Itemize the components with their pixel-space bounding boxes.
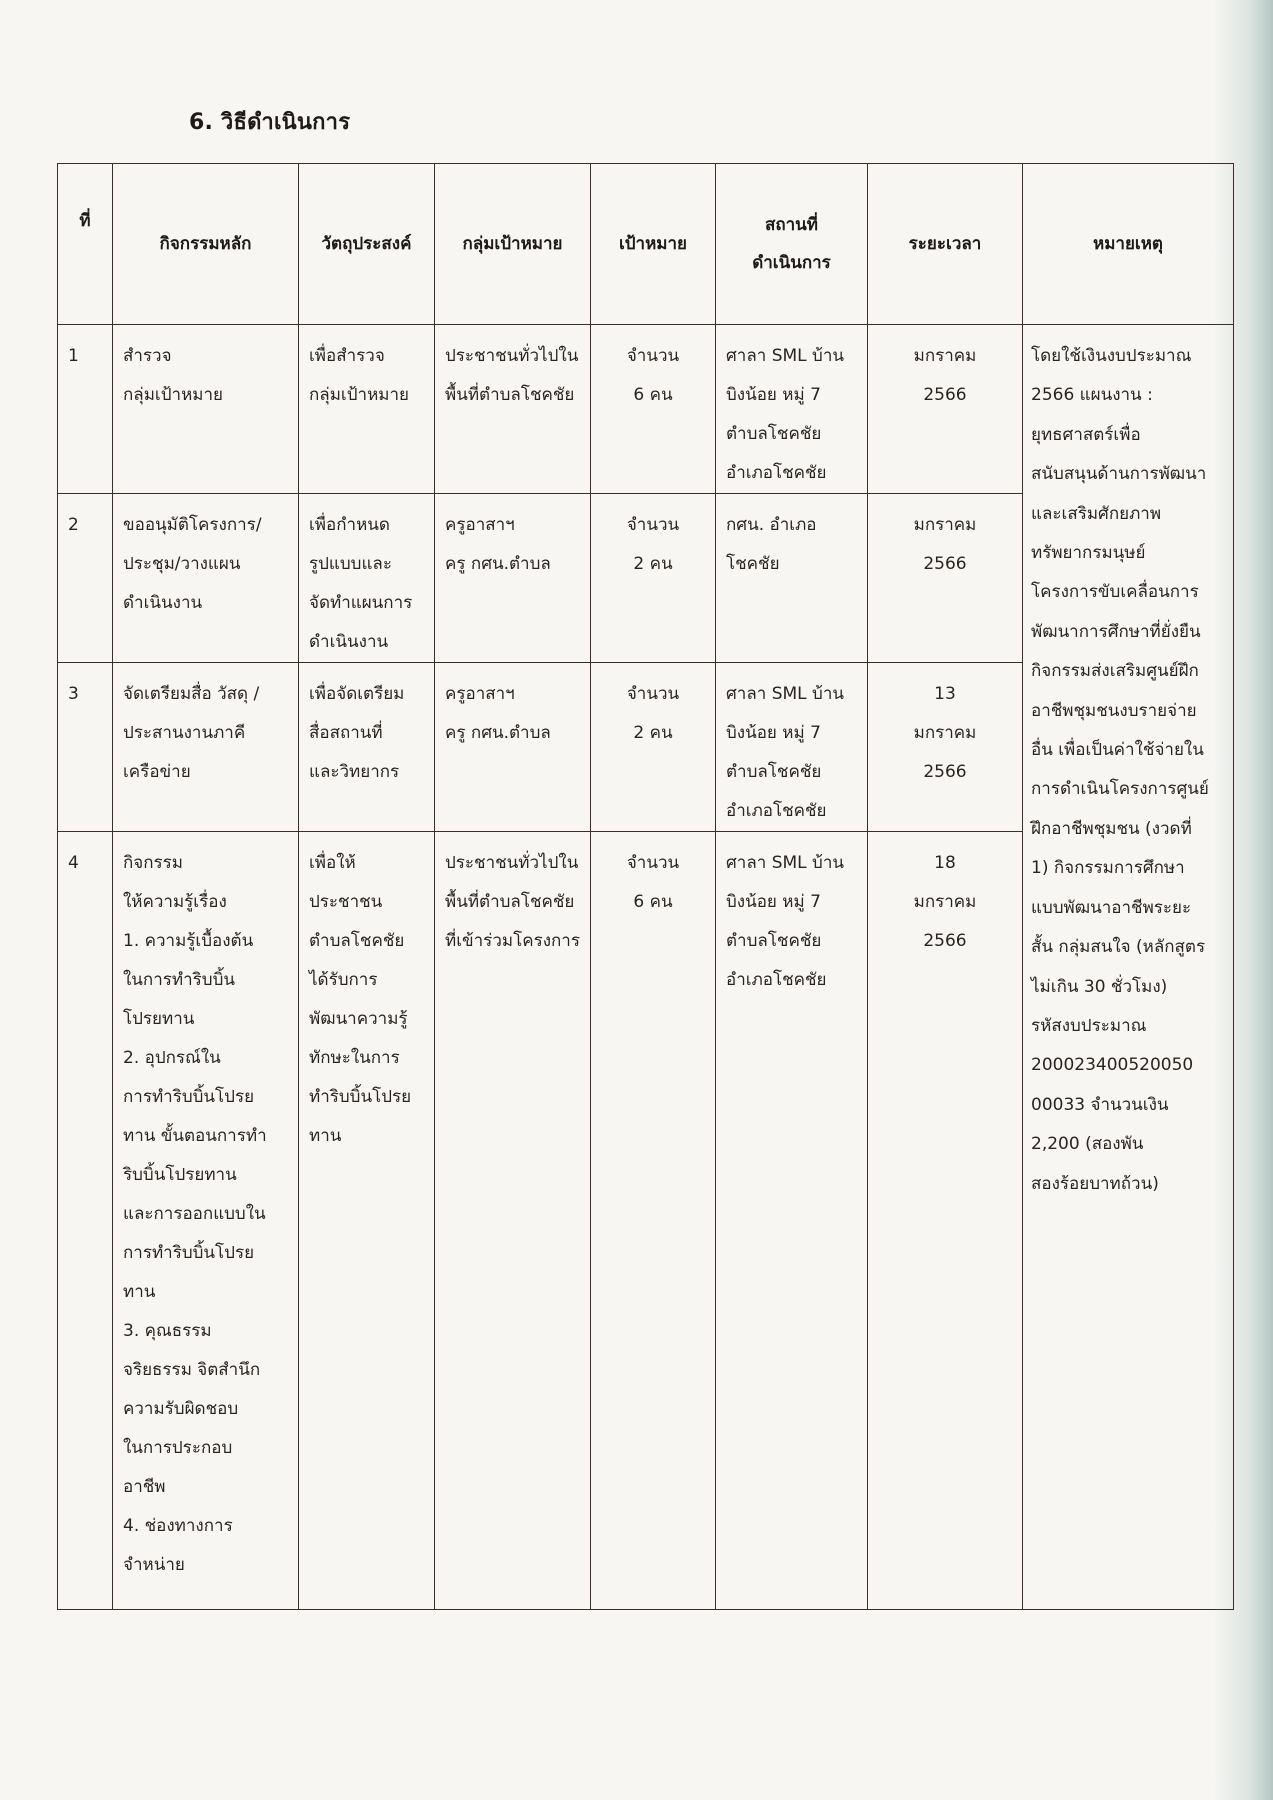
row-location: ศาลา SML บ้าน บิงน้อย หมู่ 7 ตำบลโชคชัย อำเภอโชคชัย xyxy=(726,853,844,990)
row-duration: มกราคม 2566 xyxy=(913,515,977,574)
row-location: ศาลา SML บ้าน บิงน้อย หมู่ 7 ตำบลโชคชัย อำเภอโชคชัย xyxy=(726,684,844,821)
row-target-group: ประชาชนทั่วไปใน พื้นที่ตำบลโชคชัย xyxy=(445,346,579,405)
row-target: จำนวน 2 คน xyxy=(626,684,680,743)
header-remarks: หมายเหตุ xyxy=(1023,164,1234,325)
header-target: เป้าหมาย xyxy=(591,164,716,325)
row-target: จำนวน 2 คน xyxy=(626,515,680,574)
header-location: สถานที่ ดำเนินการ xyxy=(716,164,868,325)
row-no: 4 xyxy=(68,853,79,873)
table-row xyxy=(58,325,1234,494)
row-activity: สำรวจ กลุ่มเป้าหมาย xyxy=(123,346,223,405)
operation-plan-table xyxy=(57,163,1234,1610)
row-duration: 18 มกราคม 2566 xyxy=(913,853,977,951)
row-no: 2 xyxy=(68,515,79,535)
row-objective: เพื่อให้ ประชาชน ตำบลโชคชัย ได้รับการ พัฒนาความรู้ ทักษะในการ ทำริบบิ้นโปรย ทาน xyxy=(309,853,412,1146)
row-location: กศน. อำเภอ โชคชัย xyxy=(726,515,817,574)
row-no: 3 xyxy=(68,684,79,704)
section-title: 6. วิธีดำเนินการ xyxy=(189,110,351,135)
header-target-group: กลุ่มเป้าหมาย xyxy=(435,164,591,325)
row-activity: จัดเตรียมสื่อ วัสดุ / ประสานงานภาคี เครือข่าย xyxy=(123,684,260,782)
row-location: ศาลา SML บ้าน บิงน้อย หมู่ 7 ตำบลโชคชัย อำเภอโชคชัย xyxy=(726,346,844,483)
row-target-group: ครูอาสาฯ ครู กศน.ตำบล xyxy=(445,515,551,574)
header-no: ที่ xyxy=(58,164,113,325)
table-header-row xyxy=(58,164,1234,325)
header-main-activity: กิจกรรมหลัก xyxy=(113,164,299,325)
row-activity: ขออนุมัติโครงการ/ ประชุม/วางแผน ดำเนินงาน xyxy=(123,515,262,613)
row-target: จำนวน 6 คน xyxy=(626,853,680,912)
header-objective: วัตถุประสงค์ xyxy=(299,164,435,325)
row-target-group: ครูอาสาฯ ครู กศน.ตำบล xyxy=(445,684,551,743)
row-target-group: ประชาชนทั่วไปใน พื้นที่ตำบลโชคชัย ที่เข้าร่วมโครงการ xyxy=(445,853,580,951)
row-objective: เพื่อสำรวจ กลุ่มเป้าหมาย xyxy=(309,346,409,405)
row-duration: 13 มกราคม 2566 xyxy=(913,684,977,782)
row-activity: กิจกรรม ให้ความรู้เรื่อง 1. ความรู้เบื้องต้น ในการทำริบบิ้น โปรยทาน 2. อุปกรณ์ใน การทำริบบิ้นโปรย ทาน ขั้นตอนการทำ ริบบิ้นโปรยทาน และการออกแบบใน การทำริบบิ้นโปรย ทาน 3. คุณธรรม จริยธรรม จิตสำนึก ความรับผิดชอบ ในการประกอบ อาชีพ 4. ช่องทางการ จำหน่าย xyxy=(123,853,267,1575)
row-no: 1 xyxy=(68,346,79,366)
row-objective: เพื่อกำหนด รูปแบบและ จัดทำแผนการ ดำเนินงาน xyxy=(309,515,413,652)
remarks-cell: โดยใช้เงินงบประมาณ 2566 แผนงาน : ยุทธศาสตร์เพื่อ สนับสนุนด้านการพัฒนา และเสริมศักยภาพ ทรัพยากรมนุษย์ โครงการขับเคลื่อนการ พัฒนาการศึกษาที่ยั่งยืน กิจกรรมส่งเสริมศูนย์ฝึก อาชีพชุมชนงบรายจ่าย อื่น เพื่อเป็นค่าใช้จ่ายใน การดำเนินโครงการศูนย์ ฝึกอาชีพชุมชน (งวดที่ 1) กิจกรรมการศึกษา แบบพัฒนาอาชีพระยะ สั้น กลุ่มสนใจ (หลักสูตร ไม่เกิน 30 ชั่วโมง) รหัสงบประมาณ 200023400520050 00033 จำนวนเงิน 2,200 (สองพัน สองร้อยบาทถ้วน) xyxy=(1031,346,1209,1194)
row-objective: เพื่อจัดเตรียม สื่อสถานที่ และวิทยากร xyxy=(309,684,405,782)
header-duration: ระยะเวลา xyxy=(868,164,1023,325)
row-duration: มกราคม 2566 xyxy=(913,346,977,405)
row-target: จำนวน 6 คน xyxy=(626,346,680,405)
